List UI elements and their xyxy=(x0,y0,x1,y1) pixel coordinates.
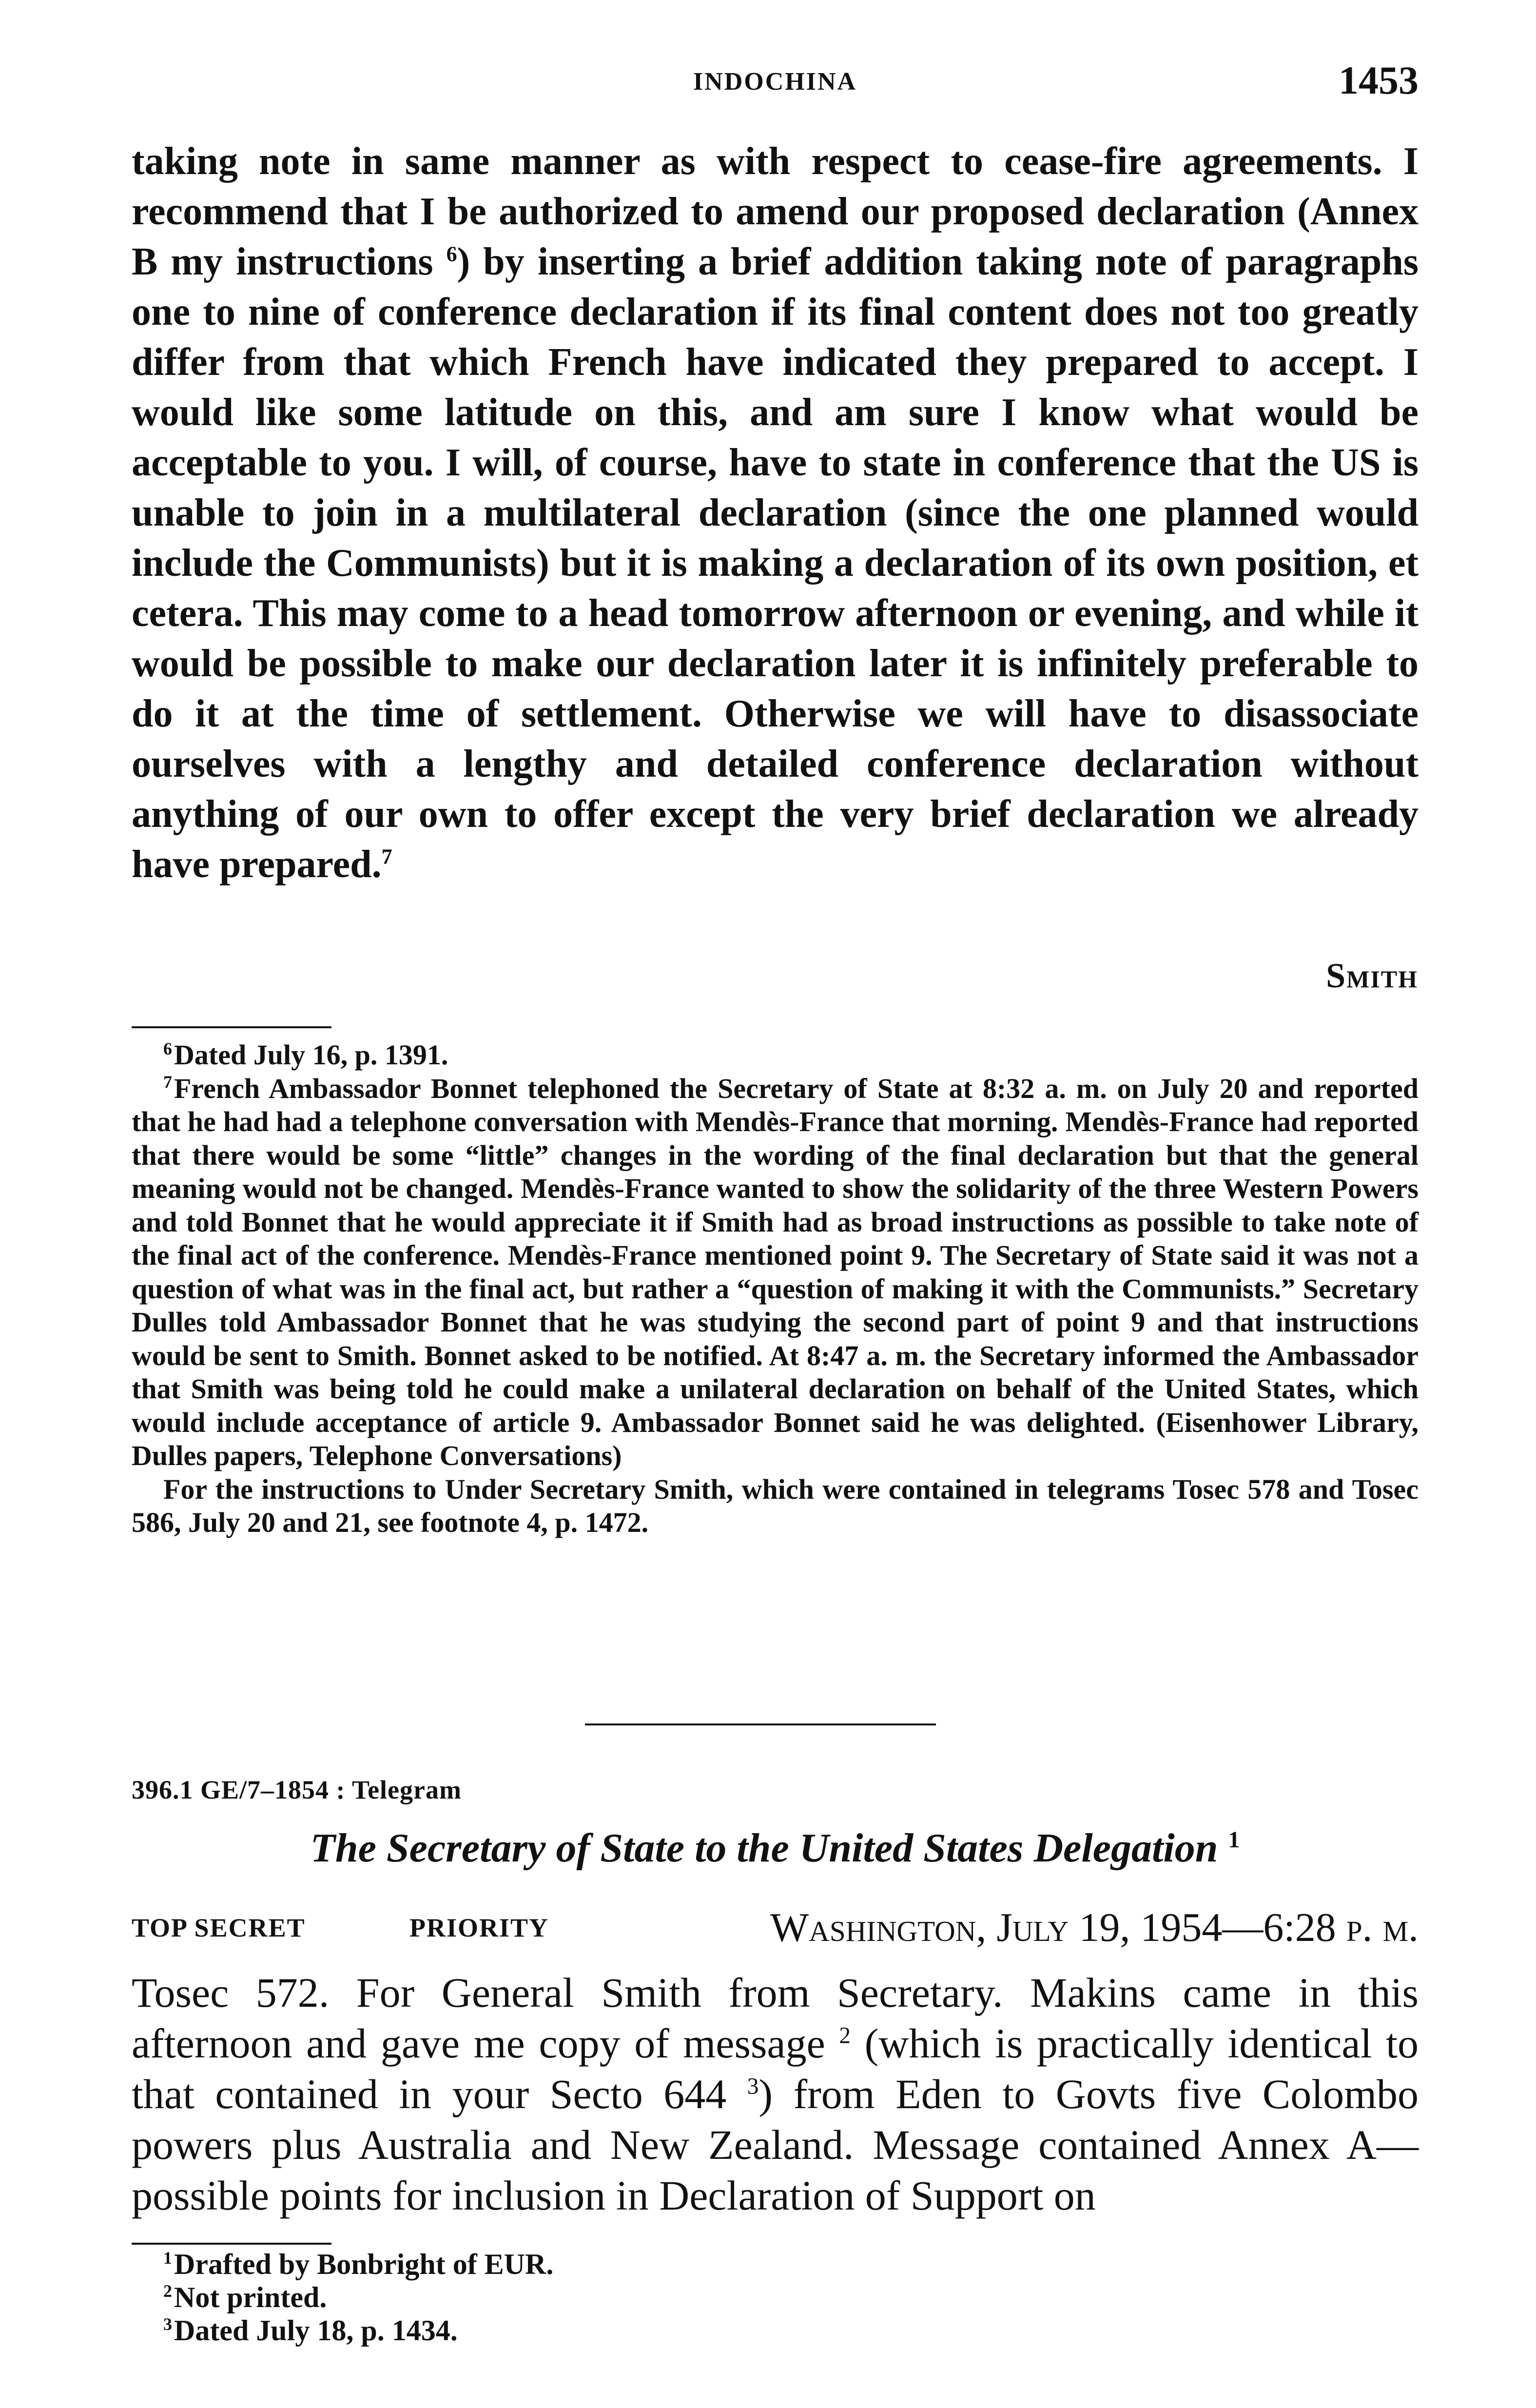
document-title-text: The Secretary of State to the United States Delegation xyxy=(310,1825,1218,1871)
telegram-text-2: (which is practically identical to that contained in your Secto 644 xyxy=(132,2020,1419,2117)
place-date: Washington, July 19, 1954—6:28 p. m. xyxy=(770,1905,1419,1950)
signature: Smith xyxy=(1326,956,1418,995)
paragraph-text-2: ) by inserting a brief addition taking note of paragraphs one to nine of conference declaration if its final content does not too greatly differ from that which French have indicated they prepared to accept. I would like some latitude on this, and am sure I know what would be acceptable to you. I will, of course, have to state in conference that the US is unable to join in a multilateral declaration (since the one planned would include the Communists) but it is making a declaration of its own position, et cetera. This may come to a head tomorrow afternoon or evening, and while it would be possible to make our declaration later it is infinitely preferable to do it at the time of settlement. Otherwise we will have to disassociate ourselves with a lengthy and detailed conference declaration without anything of our own to offer except the very brief declaration we already have prepared. xyxy=(132,240,1419,886)
footnote-7 xyxy=(132,1072,1419,1473)
footnote-6-marker: 6 xyxy=(163,1038,172,1058)
footnote-6-text: Dated July 16, p. 1391. xyxy=(174,1039,448,1071)
running-head: INDOCHINA xyxy=(693,68,857,96)
page-header xyxy=(132,58,1419,111)
footnotes-section-2 xyxy=(132,2248,1419,2347)
footnote-ref-6: 6 xyxy=(446,242,457,266)
footnote-7-continuation: For the instructions to Under Secretary Smith, which were contained in telegrams Tosec 578 and Tosec 586, July 20 and 21, see footnote 4, p. 1472. xyxy=(132,1473,1419,1538)
document-title xyxy=(132,1824,1419,1872)
footnote-ref-3: 3 xyxy=(747,2074,759,2099)
footnote-7-text: French Ambassador Bonnet telephoned the Secretary of State at 8:32 a. m. on July 20 and reported that he had had a telephone conversation with Mendès-France that morning. Mendès-France had reported that there would be some “little” changes in the wording of the final declaration but that the general meaning would not be changed. Mendès-France wanted to show the solidarity of the three Western Powers and told Bonnet that he would appreciate it if Smith had as broad instructions as possible to take note of the final act of the conference. Mendès-France mentioned point 9. The Secretary of State said it was not a question of what was in the final act, but rather a “question of making it with the Communists.” Secretary Dulles told Ambassador Bonnet that he was studying the second part of point 9 and that instructions would be sent to Smith. Bonnet asked to be notified. At 8:47 a. m. the Secretary informed the Ambassador that Smith was being told he could make a unilateral declaration on behalf of the United States, which would include acceptance of article 9. Ambassador Bonnet said he was delighted. (Eisenhower Library, Dulles papers, Telephone Conversations) xyxy=(132,1072,1419,1471)
telegram-text-3: ) from Eden to Govts five Colombo powers plus Australia and New Zealand. Message contained Annex A—possible points for inclusion in Declaration of Support on xyxy=(132,2071,1419,2219)
footnote-3 xyxy=(132,2314,1419,2347)
footnote-6 xyxy=(132,1038,1419,1072)
dateline xyxy=(132,1904,1419,1958)
footnote-2-marker: 2 xyxy=(163,2281,172,2301)
page-number: 1453 xyxy=(1339,58,1419,102)
title-footnote-ref: 1 xyxy=(1228,1827,1240,1853)
footnote-1-marker: 1 xyxy=(163,2248,172,2268)
footnote-divider xyxy=(132,1026,331,1028)
footnote-3-marker: 3 xyxy=(163,2314,172,2334)
precedence-label: PRIORITY xyxy=(409,1913,549,1942)
footnote-divider-2 xyxy=(132,2243,331,2245)
telegram-text-1: Tosec 572. For General Smith from Secretary. Makins came in this afternoon and gave me copy of message xyxy=(132,1969,1419,2067)
footnotes-section-1 xyxy=(132,1038,1419,1540)
footnote-3-text: Dated July 18, p. 1434. xyxy=(174,2314,458,2347)
continued-paragraph xyxy=(132,137,1419,890)
section-divider xyxy=(585,1723,936,1725)
footnote-ref-7: 7 xyxy=(381,844,392,869)
footnote-1-text: Drafted by Bonbright of EUR. xyxy=(174,2248,554,2280)
footnote-1 xyxy=(132,2248,1419,2281)
footnote-2-text: Not printed. xyxy=(174,2281,327,2313)
file-number: 396.1 GE/7–1854 : Telegram xyxy=(132,1775,462,1804)
telegram-text xyxy=(132,1967,1419,2221)
footnote-7-marker: 7 xyxy=(163,1072,172,1092)
paragraph-text-1: taking note in same manner as with respect to cease-fire agreements. I recommend that I be authorized to amend our proposed declaration (Annex B my instructions xyxy=(132,140,1419,283)
footnote-2 xyxy=(132,2281,1419,2314)
footnote-ref-2: 2 xyxy=(839,2023,851,2049)
classification-label: TOP SECRET xyxy=(132,1913,306,1942)
